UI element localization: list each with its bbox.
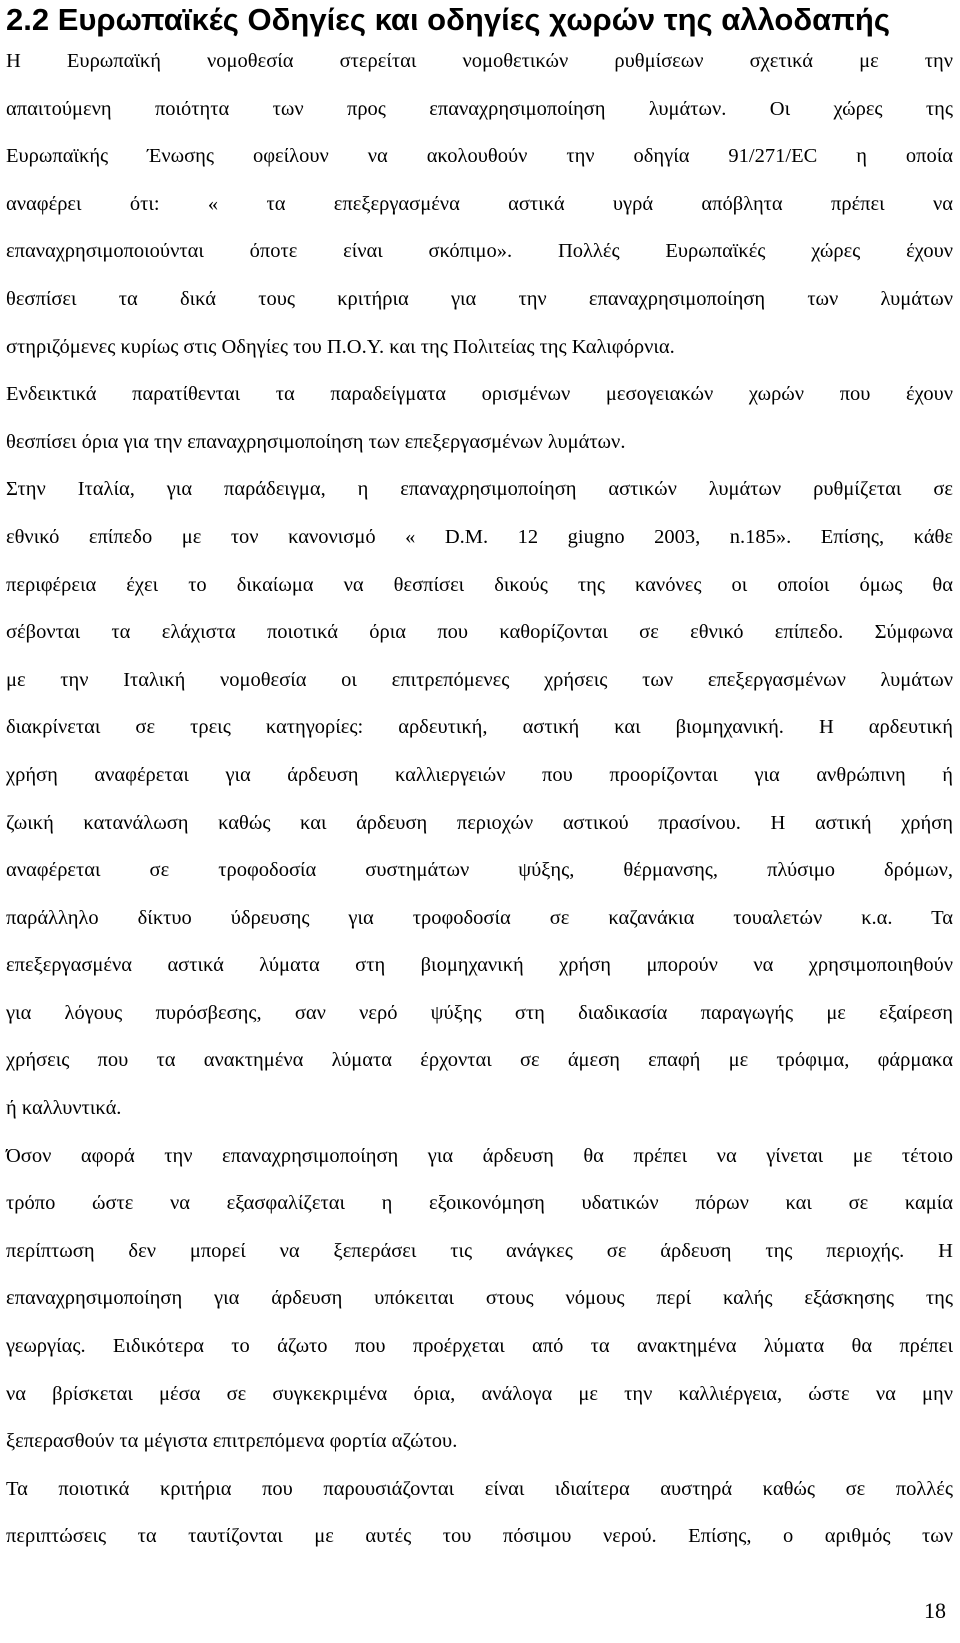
text-line: με την Ιταλική νομοθεσία οι επιτρεπόμενες χρήσεις των επεξεργασμένων λυμάτων xyxy=(6,668,953,691)
text-line: Ενδεικτικά παρατίθενται τα παραδείγματα ορισμένων μεσογειακών χωρών που έχουν xyxy=(6,383,953,406)
text-line: ή καλλυντικά. xyxy=(6,1097,122,1120)
text-line: χρήσεις που τα ανακτημένα λύματα έρχονται σε άμεση επαφή με τρόφιμα, φάρμακα xyxy=(6,1049,953,1072)
text-line: χρήση αναφέρεται για άρδευση καλλιεργειών που προορίζονται για ανθρώπινη ή xyxy=(6,763,953,786)
body-text xyxy=(6,38,953,1561)
text-line: ξεπερασθούν τα μέγιστα επιτρεπόμενα φορτία αζώτου. xyxy=(6,1430,458,1453)
text-line: εθνικό επίπεδο με τον κανονισμό « D.M. 12 giugno 2003, n.185». Επίσης, κάθε xyxy=(6,525,953,548)
paragraph-italy xyxy=(6,466,953,1132)
text-line: επαναχρησιμοποιούνται όποτε είναι σκόπιμο». Πολλές Ευρωπαϊκές χώρες έχουν xyxy=(6,240,953,263)
section-heading: 2.2 Ευρωπαϊκές Οδηγίες και οδηγίες χωρών της αλλοδαπής xyxy=(6,2,890,37)
text-line: να βρίσκεται μέσα σε συγκεκριμένα όρια, ανάλογα με την καλλιέργεια, ώστε να μην xyxy=(6,1382,953,1405)
text-line: περίπτωση δεν μπορεί να ξεπεράσει τις ανάγκες σε άρδευση της περιοχής. Η xyxy=(6,1239,953,1262)
text-line: θεσπίσει τα δικά τους κριτήρια για την επαναχρησιμοποίηση των λυμάτων xyxy=(6,287,953,310)
paragraph-eu-legislation xyxy=(6,38,953,466)
text-line: για λόγους πυρόσβεσης, σαν νερό ψύξης στη διαδικασία παραγωγής με εξαίρεση xyxy=(6,1001,953,1024)
text-line: Τα ποιοτικά κριτήρια που παρουσιάζονται είναι ιδιαίτερα αυστηρά καθώς σε πολλές xyxy=(6,1477,953,1500)
paragraph-quality-criteria xyxy=(6,1466,953,1561)
paragraph-irrigation xyxy=(6,1133,953,1466)
text-line: τρόπο ώστε να εξασφαλίζεται η εξοικονόμηση υδατικών πόρων και σε καμία xyxy=(6,1192,953,1215)
text-line: Ευρωπαϊκής Ένωσης οφείλουν να ακολουθούν την οδηγία 91/271/EC η οποία xyxy=(6,145,953,168)
text-line: περιπτώσεις τα ταυτίζονται με αυτές του πόσιμου νερού. Επίσης, ο αριθμός των xyxy=(6,1525,953,1548)
page-number: 18 xyxy=(924,1598,946,1623)
text-line: διακρίνεται σε τρεις κατηγορίες: αρδευτική, αστική και βιομηχανική. Η αρδευτική xyxy=(6,716,953,739)
text-line: γεωργίας. Ειδικότερα το άζωτο που προέρχεται από τα ανακτημένα λύματα θα πρέπει xyxy=(6,1335,953,1358)
text-line: αναφέρεται σε τροφοδοσία συστημάτων ψύξης, θέρμανσης, πλύσιμο δρόμων, xyxy=(6,859,953,882)
text-line: σέβονται τα ελάχιστα ποιοτικά όρια που καθορίζονται σε εθνικό επίπεδο. Σύμφωνα xyxy=(6,621,953,644)
text-line: Όσον αφορά την επαναχρησιμοποίηση για άρδευση θα πρέπει να γίνεται με τέτοιο xyxy=(6,1144,953,1167)
text-line: επεξεργασμένα αστικά λύματα στη βιομηχανική χρήση μπορούν να χρησιμοποιηθούν xyxy=(6,954,953,977)
text-line: Η Ευρωπαϊκή νομοθεσία στερείται νομοθετικών ρυθμίσεων σχετικά με την xyxy=(6,50,953,72)
text-line: αναφέρει ότι: « τα επεξεργασμένα αστικά υγρά απόβλητα πρέπει να xyxy=(6,192,953,215)
text-line: απαιτούμενη ποιότητα των προς επαναχρησιμοποίηση λυμάτων. Οι χώρες της xyxy=(6,97,953,120)
text-line: περιφέρεια έχει το δικαίωμα να θεσπίσει δικούς της κανόνες οι οποίοι όμως θα xyxy=(6,573,953,596)
text-line: στηριζόμενες κυρίως στις Οδηγίες του Π.Ο.Υ. και της Πολιτείας της Καλιφόρνια. xyxy=(6,335,675,358)
text-line: θεσπίσει όρια για την επαναχρησιμοποίηση των επεξεργασμένων λυμάτων. xyxy=(6,430,626,453)
text-line: ζωική κατανάλωση καθώς και άρδευση περιοχών αστικού πρασίνου. Η αστική χρήση xyxy=(6,811,953,834)
text-line: παράλληλο δίκτυο ύδρευσης για τροφοδοσία σε καζανάκια τουαλετών κ.α. Τα xyxy=(6,906,953,929)
text-line: Στην Ιταλία, για παράδειγμα, η επαναχρησιμοποίηση αστικών λυμάτων ρυθμίζεται σε xyxy=(6,478,953,501)
text-line: επαναχρησιμοποίηση για άρδευση υπόκειται στους νόμους περί καλής εξάσκησης της xyxy=(6,1287,953,1310)
